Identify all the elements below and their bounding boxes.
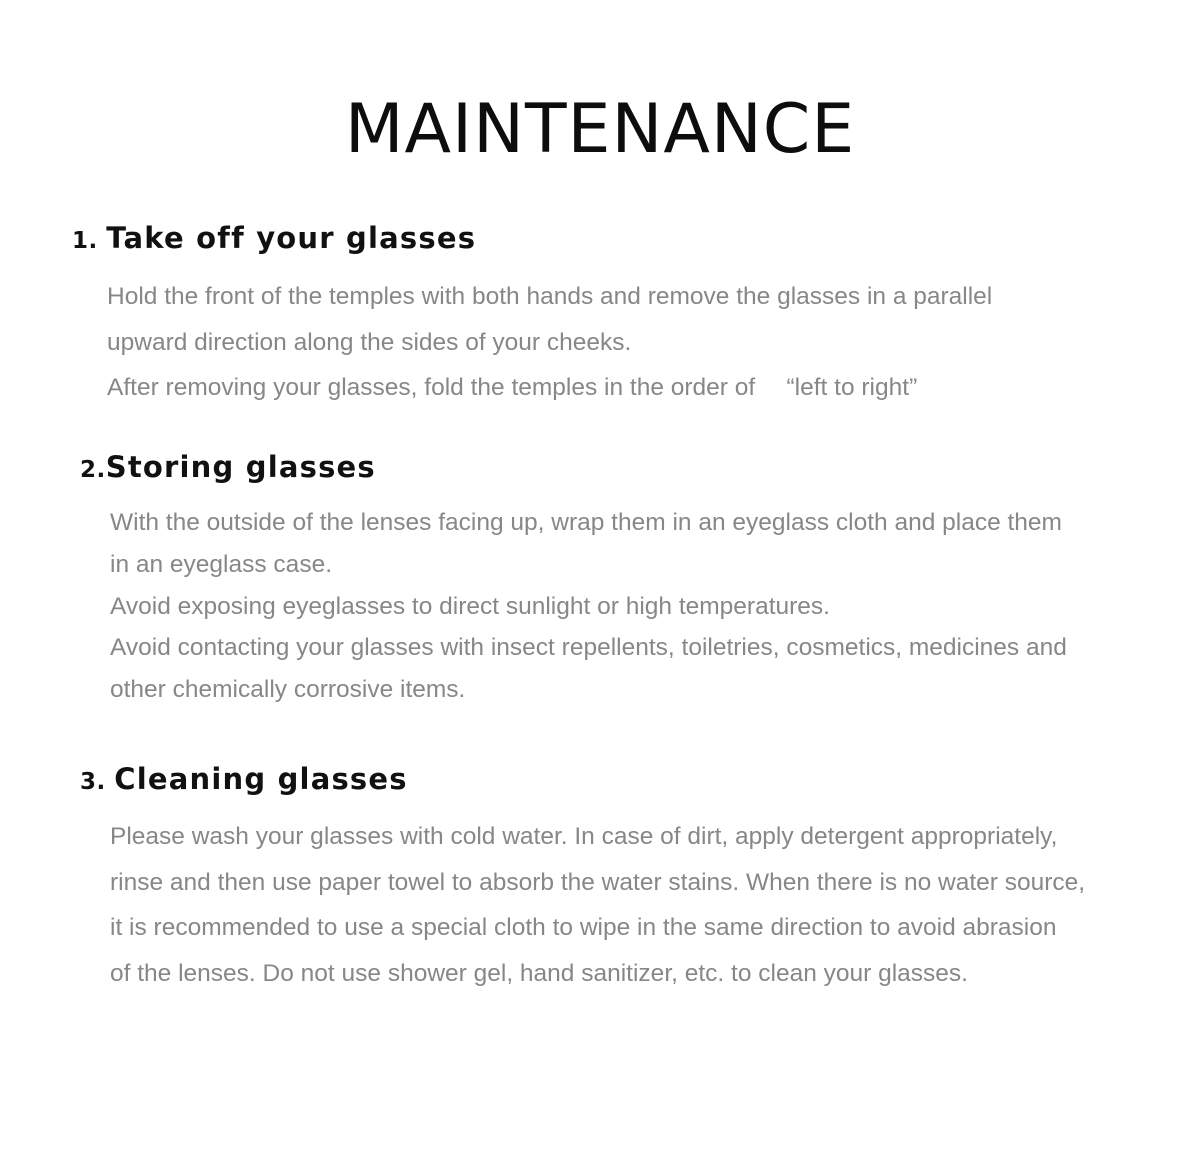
section-number: 1. [72, 228, 107, 254]
body-line: After removing your glasses, fold the temples in the order of “left to right” [107, 374, 918, 401]
body-line: of the lenses. Do not use shower gel, hand sanitizer, etc. to clean your glasses. [110, 960, 968, 988]
body-line: Avoid contacting your glasses with insect repellents, toiletries, cosmetics, medicines and [110, 634, 1067, 662]
section-body-storing [110, 502, 1067, 711]
body-line: rinse and then use paper towel to absorb the water stains. When there is no water source, [110, 868, 1086, 896]
section-number: 3. [80, 769, 115, 795]
body-line: it is recommended to use a special cloth to wipe in the same direction to avoid abrasion [110, 914, 1057, 942]
body-line: With the outside of the lenses facing up, wrap them in an eyeglass cloth and place them [110, 509, 1062, 536]
section-number: 2. [80, 457, 106, 483]
section-heading-text: Storing glasses [105, 450, 376, 484]
body-line: other chemically corrosive items. [110, 676, 466, 704]
body-line: in an eyeglass case. [110, 550, 332, 578]
body-line: Please wash your glasses with cold water. In case of dirt, apply detergent appropriately, [110, 823, 1058, 850]
section-body-take-off [107, 274, 992, 411]
body-line: Avoid exposing eyeglasses to direct sunlight or high temperatures. [110, 592, 830, 620]
section-heading-cleaning [80, 761, 408, 800]
body-line: upward direction along the sides of your cheeks. [107, 328, 632, 356]
section-heading-storing [80, 449, 376, 488]
section-heading-take-off [72, 220, 476, 259]
page-title: MAINTENANCE [344, 90, 856, 169]
section-heading-text: Cleaning glasses [114, 762, 408, 796]
section-heading-text: Take off your glasses [106, 221, 477, 255]
body-line: Hold the front of the temples with both hands and remove the glasses in a parallel [107, 283, 993, 310]
section-body-cleaning [110, 814, 1085, 997]
